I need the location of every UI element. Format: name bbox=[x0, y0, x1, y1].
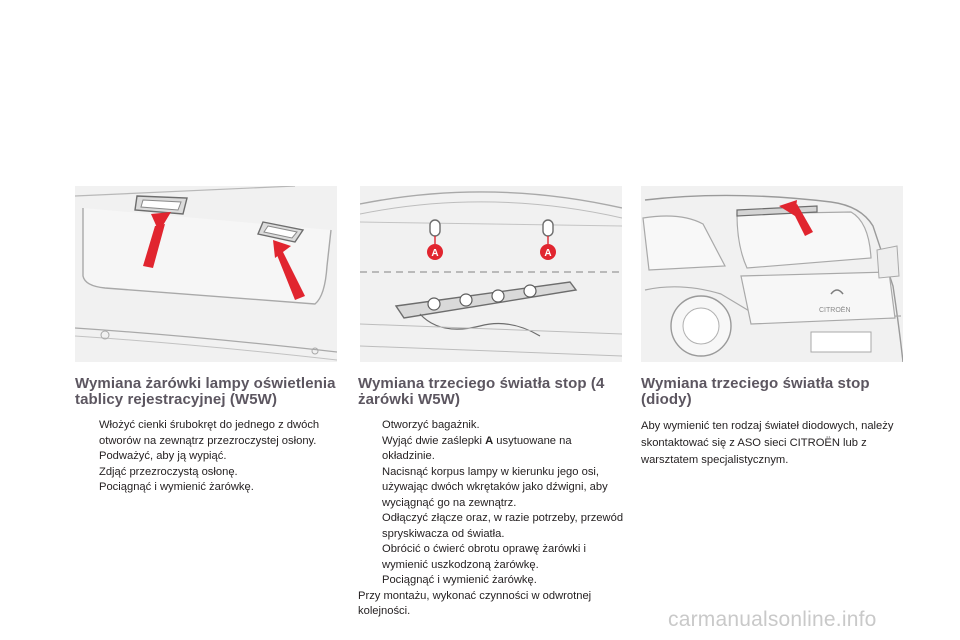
list-item bbox=[358, 465, 626, 512]
step-text: Włożyć cienki śrubokręt do jednego z dwóch otworów na zewnątrz przezroczystej osłony. bbox=[99, 419, 320, 447]
list-item bbox=[75, 418, 343, 449]
heading-brake-light-led: Wymiana trzeciego światła stop (diody) bbox=[641, 375, 870, 408]
step-text: Pociągnąć i wymienić żarówkę. bbox=[99, 481, 254, 493]
closing-note: Przy montażu, wykonać czynności w odwrotnej kolejności. bbox=[358, 589, 592, 617]
list-item bbox=[75, 449, 343, 465]
heading-brake-light-bulbs: Wymiana trzeciego światła stop (4 żarówki W5W) bbox=[358, 375, 605, 408]
steps-brake-light-bulbs bbox=[358, 418, 626, 589]
step-text: Pociągnąć i wymienić żarówkę. bbox=[382, 574, 537, 586]
list-item bbox=[358, 542, 626, 573]
illustration-car-rear bbox=[641, 186, 903, 362]
illustration-third-brake-light bbox=[360, 186, 622, 362]
step-text: Nacisnąć korpus lampy w kierunku jego osi, używając dwóch wkrętaków jako dźwigni, aby wyciągnąć go na zewnątrz. bbox=[382, 465, 608, 509]
list-item bbox=[75, 480, 343, 496]
step-text-bold: A bbox=[485, 434, 494, 447]
list-item bbox=[75, 465, 343, 481]
section-brake-light-led bbox=[641, 376, 909, 469]
step-text: Podważyć, aby ją wypiąć. bbox=[99, 450, 227, 462]
steps-plate-lamp bbox=[75, 418, 343, 496]
badge-citroen: CITROËN bbox=[819, 307, 851, 314]
step-text: Otworzyć bagażnik. bbox=[382, 419, 480, 431]
step-text-post: usytuowane na okładzinie. bbox=[382, 434, 572, 462]
led-paragraph: Aby wymienić ten rodzaj świateł diodowych, należy skontaktować się z ASO sieci CITROËN lub z warsztatem specjalistycznym. bbox=[641, 420, 894, 466]
marker-a-left: A bbox=[431, 248, 439, 259]
list-item bbox=[358, 418, 626, 434]
heading-plate-lamp: Wymiana żarówki lampy oświetlenia tablicy rejestracyjnej (W5W) bbox=[75, 375, 336, 408]
plate-lamp-drawing bbox=[75, 186, 337, 362]
list-item bbox=[358, 573, 626, 589]
step-text-pre: Wyjąć dwie zaślepki bbox=[382, 434, 486, 447]
list-item bbox=[358, 511, 626, 542]
illustration-plate-lamps bbox=[75, 186, 337, 362]
step-text: Odłączyć złącze oraz, w razie potrzeby, przewód spryskiwacza od światła. bbox=[382, 512, 624, 540]
step-text: Obrócić o ćwierć obrotu oprawę żarówki i wymienić uszkodzoną żarówkę. bbox=[382, 543, 586, 571]
brake-light-drawing bbox=[360, 186, 622, 362]
list-item bbox=[358, 434, 626, 465]
watermark: carmanualsonline.info bbox=[668, 608, 877, 631]
car-rear-drawing bbox=[641, 186, 903, 362]
section-brake-light-bulbs bbox=[358, 376, 626, 620]
marker-a-right: A bbox=[544, 248, 552, 259]
step-text: Zdjąć przezroczystą osłonę. bbox=[99, 465, 238, 478]
section-plate-lamp bbox=[75, 376, 343, 496]
